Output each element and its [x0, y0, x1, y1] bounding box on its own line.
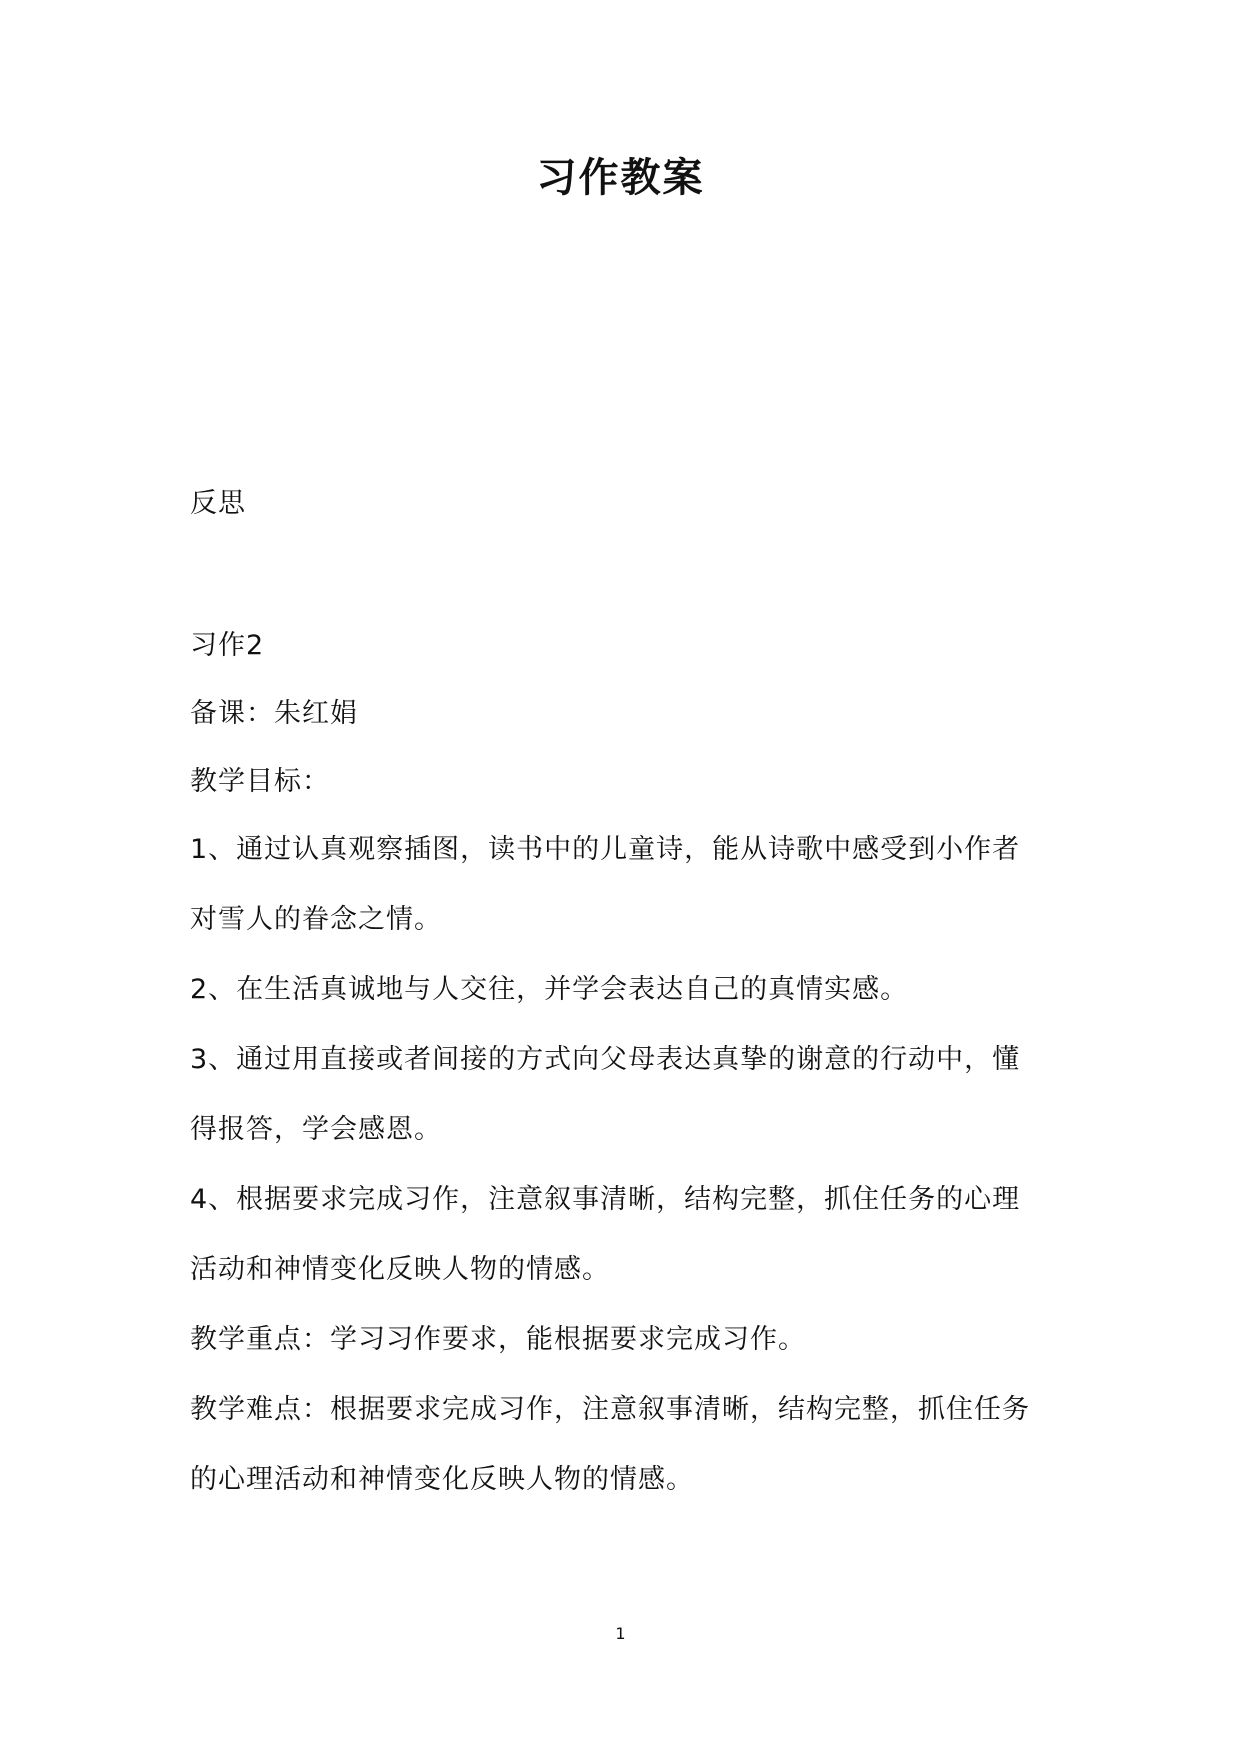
- lesson-heading: 习作2: [190, 630, 265, 661]
- reflection-label: 反思: [190, 488, 246, 519]
- document-title: 习作教案: [536, 155, 705, 201]
- page-number: 1: [615, 1624, 626, 1643]
- objective-1-line-1: 1、通过认真观察插图，读书中的儿童诗，能从诗歌中感受到小作者: [190, 834, 1021, 865]
- objective-4-line-2: 活动和神情变化反映人物的情感。: [190, 1254, 610, 1285]
- objective-3-line-1: 3、通过用直接或者间接的方式向父母表达真挚的谢意的行动中，懂: [190, 1044, 1021, 1075]
- preparer-line: 备课：朱红娟: [190, 698, 358, 729]
- objective-4-line-1: 4、根据要求完成习作，注意叙事清晰，结构完整，抓住任务的心理: [190, 1184, 1021, 1215]
- key-point: 教学重点：学习习作要求，能根据要求完成习作。: [190, 1324, 806, 1355]
- objective-3-line-2: 得报答，学会感恩。: [190, 1114, 442, 1145]
- difficulty-line-2: 的心理活动和神情变化反映人物的情感。: [190, 1464, 694, 1495]
- objective-2: 2、在生活真诚地与人交往，并学会表达自己的真情实感。: [190, 974, 909, 1005]
- difficulty-line-1: 教学难点：根据要求完成习作，注意叙事清晰，结构完整，抓住任务: [190, 1394, 1030, 1425]
- objectives-label: 教学目标：: [190, 766, 330, 797]
- objective-1-line-2: 对雪人的眷念之情。: [190, 904, 442, 935]
